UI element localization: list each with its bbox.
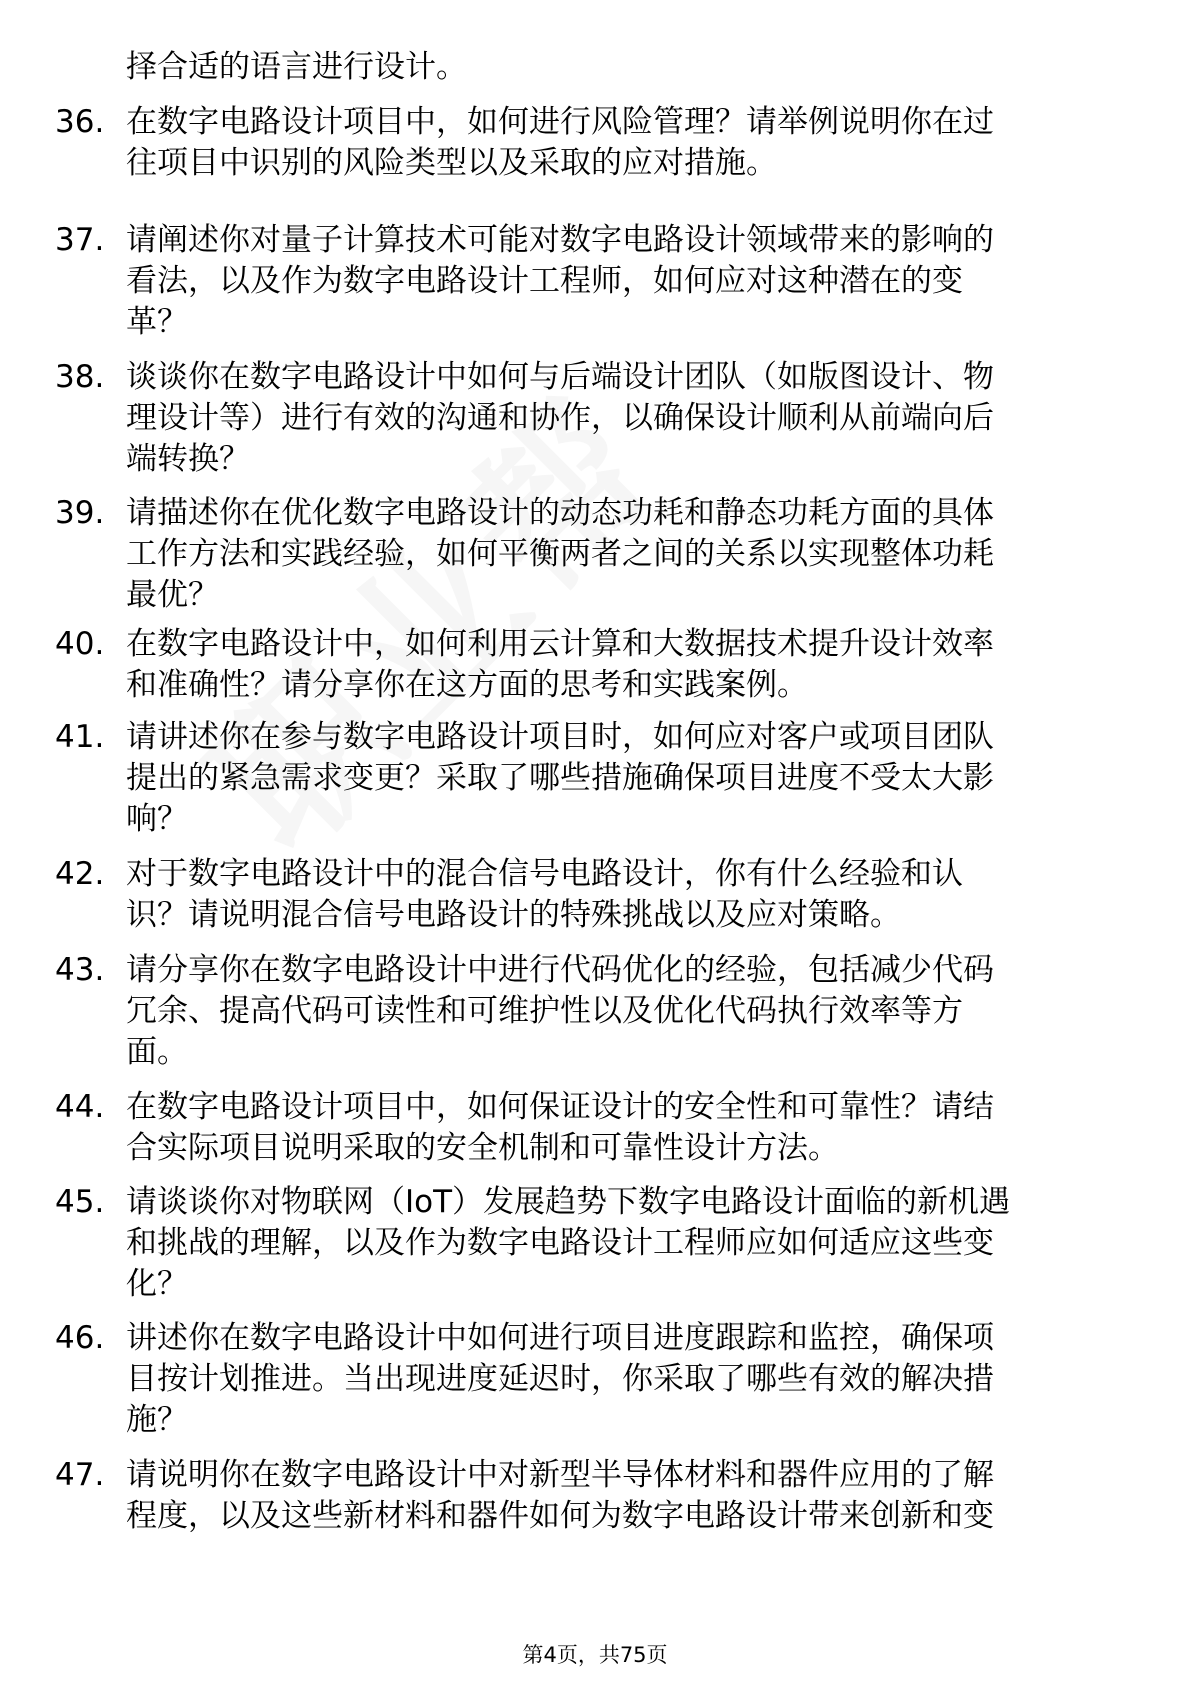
question-text-line: 施？ xyxy=(126,1402,188,1438)
question-text-line: 响？ xyxy=(126,801,188,837)
question-text-line: 化？ xyxy=(126,1266,188,1302)
question-text-line: 往项目中识别的风险类型以及采取的应对措施。 xyxy=(126,145,777,181)
question-number: 40. xyxy=(55,626,105,662)
question-text-line: 请谈谈你对物联网（IoT）发展趋势下数字电路设计面临的新机遇 xyxy=(126,1184,1011,1220)
question-text-line: 请分享你在数字电路设计中进行代码优化的经验，包括减少代码 xyxy=(126,952,994,988)
question-number: 44. xyxy=(55,1089,105,1125)
question-number: 47. xyxy=(55,1457,105,1493)
question-text-line: 请描述你在优化数字电路设计的动态功耗和静态功耗方面的具体 xyxy=(126,495,994,531)
question-text-line: 看法，以及作为数字电路设计工程师，如何应对这种潜在的变 xyxy=(126,263,963,299)
question-text-line: 革？ xyxy=(126,304,188,340)
question-number: 41. xyxy=(55,719,105,755)
question-text-line: 讲述你在数字电路设计中如何进行项目进度跟踪和监控，确保项 xyxy=(126,1320,994,1356)
question-text-line: 工作方法和实践经验，如何平衡两者之间的关系以实现整体功耗 xyxy=(126,536,994,572)
question-text-line: 请阐述你对量子计算技术可能对数字电路设计领域带来的影响的 xyxy=(126,222,994,258)
question-text-line: 提出的紧急需求变更？采取了哪些措施确保项目进度不受太大影 xyxy=(126,760,994,796)
page-footer: 第4页，共75页 xyxy=(522,1643,668,1667)
question-text-line: 对于数字电路设计中的混合信号电路设计，你有什么经验和认 xyxy=(126,856,963,892)
question-number: 45. xyxy=(55,1184,105,1220)
question-text-line: 和准确性？请分享你在这方面的思考和实践案例。 xyxy=(126,667,808,703)
question-text-line: 理设计等）进行有效的沟通和协作，以确保设计顺利从前端向后 xyxy=(126,400,994,436)
question-text-line: 请讲述你在参与数字电路设计项目时，如何应对客户或项目团队 xyxy=(126,719,994,755)
question-text-line: 最优？ xyxy=(126,577,219,613)
question-number: 39. xyxy=(55,495,105,531)
question-text-line: 合实际项目说明采取的安全机制和可靠性设计方法。 xyxy=(126,1130,839,1166)
question-text-line: 冗余、提高代码可读性和可维护性以及优化代码执行效率等方 xyxy=(126,993,963,1029)
question-number: 46. xyxy=(55,1320,105,1356)
question-number: 43. xyxy=(55,952,105,988)
question-text-line: 和挑战的理解，以及作为数字电路设计工程师应如何适应这些变 xyxy=(126,1225,994,1261)
continuation-text: 择合适的语言进行设计。 xyxy=(126,49,467,85)
question-text-line: 谈谈你在数字电路设计中如何与后端设计团队（如版图设计、物 xyxy=(126,359,994,395)
question-number: 36. xyxy=(55,104,105,140)
question-text-line: 程度，以及这些新材料和器件如何为数字电路设计带来创新和变 xyxy=(126,1498,994,1534)
question-text-line: 请说明你在数字电路设计中对新型半导体材料和器件应用的了解 xyxy=(126,1457,994,1493)
question-text-line: 目按计划推进。当出现进度延迟时，你采取了哪些有效的解决措 xyxy=(126,1361,994,1397)
question-text-line: 在数字电路设计中，如何利用云计算和大数据技术提升设计效率 xyxy=(126,626,994,662)
question-text-line: 在数字电路设计项目中，如何进行风险管理？请举例说明你在过 xyxy=(126,104,994,140)
question-text-line: 识？请说明混合信号电路设计的特殊挑战以及应对策略。 xyxy=(126,897,901,933)
question-number: 38. xyxy=(55,359,105,395)
question-number: 42. xyxy=(55,856,105,892)
question-text-line: 在数字电路设计项目中，如何保证设计的安全性和可靠性？请结 xyxy=(126,1089,994,1125)
question-text-line: 端转换？ xyxy=(126,441,250,477)
question-text-line: 面。 xyxy=(126,1034,188,1070)
question-number: 37. xyxy=(55,222,105,258)
